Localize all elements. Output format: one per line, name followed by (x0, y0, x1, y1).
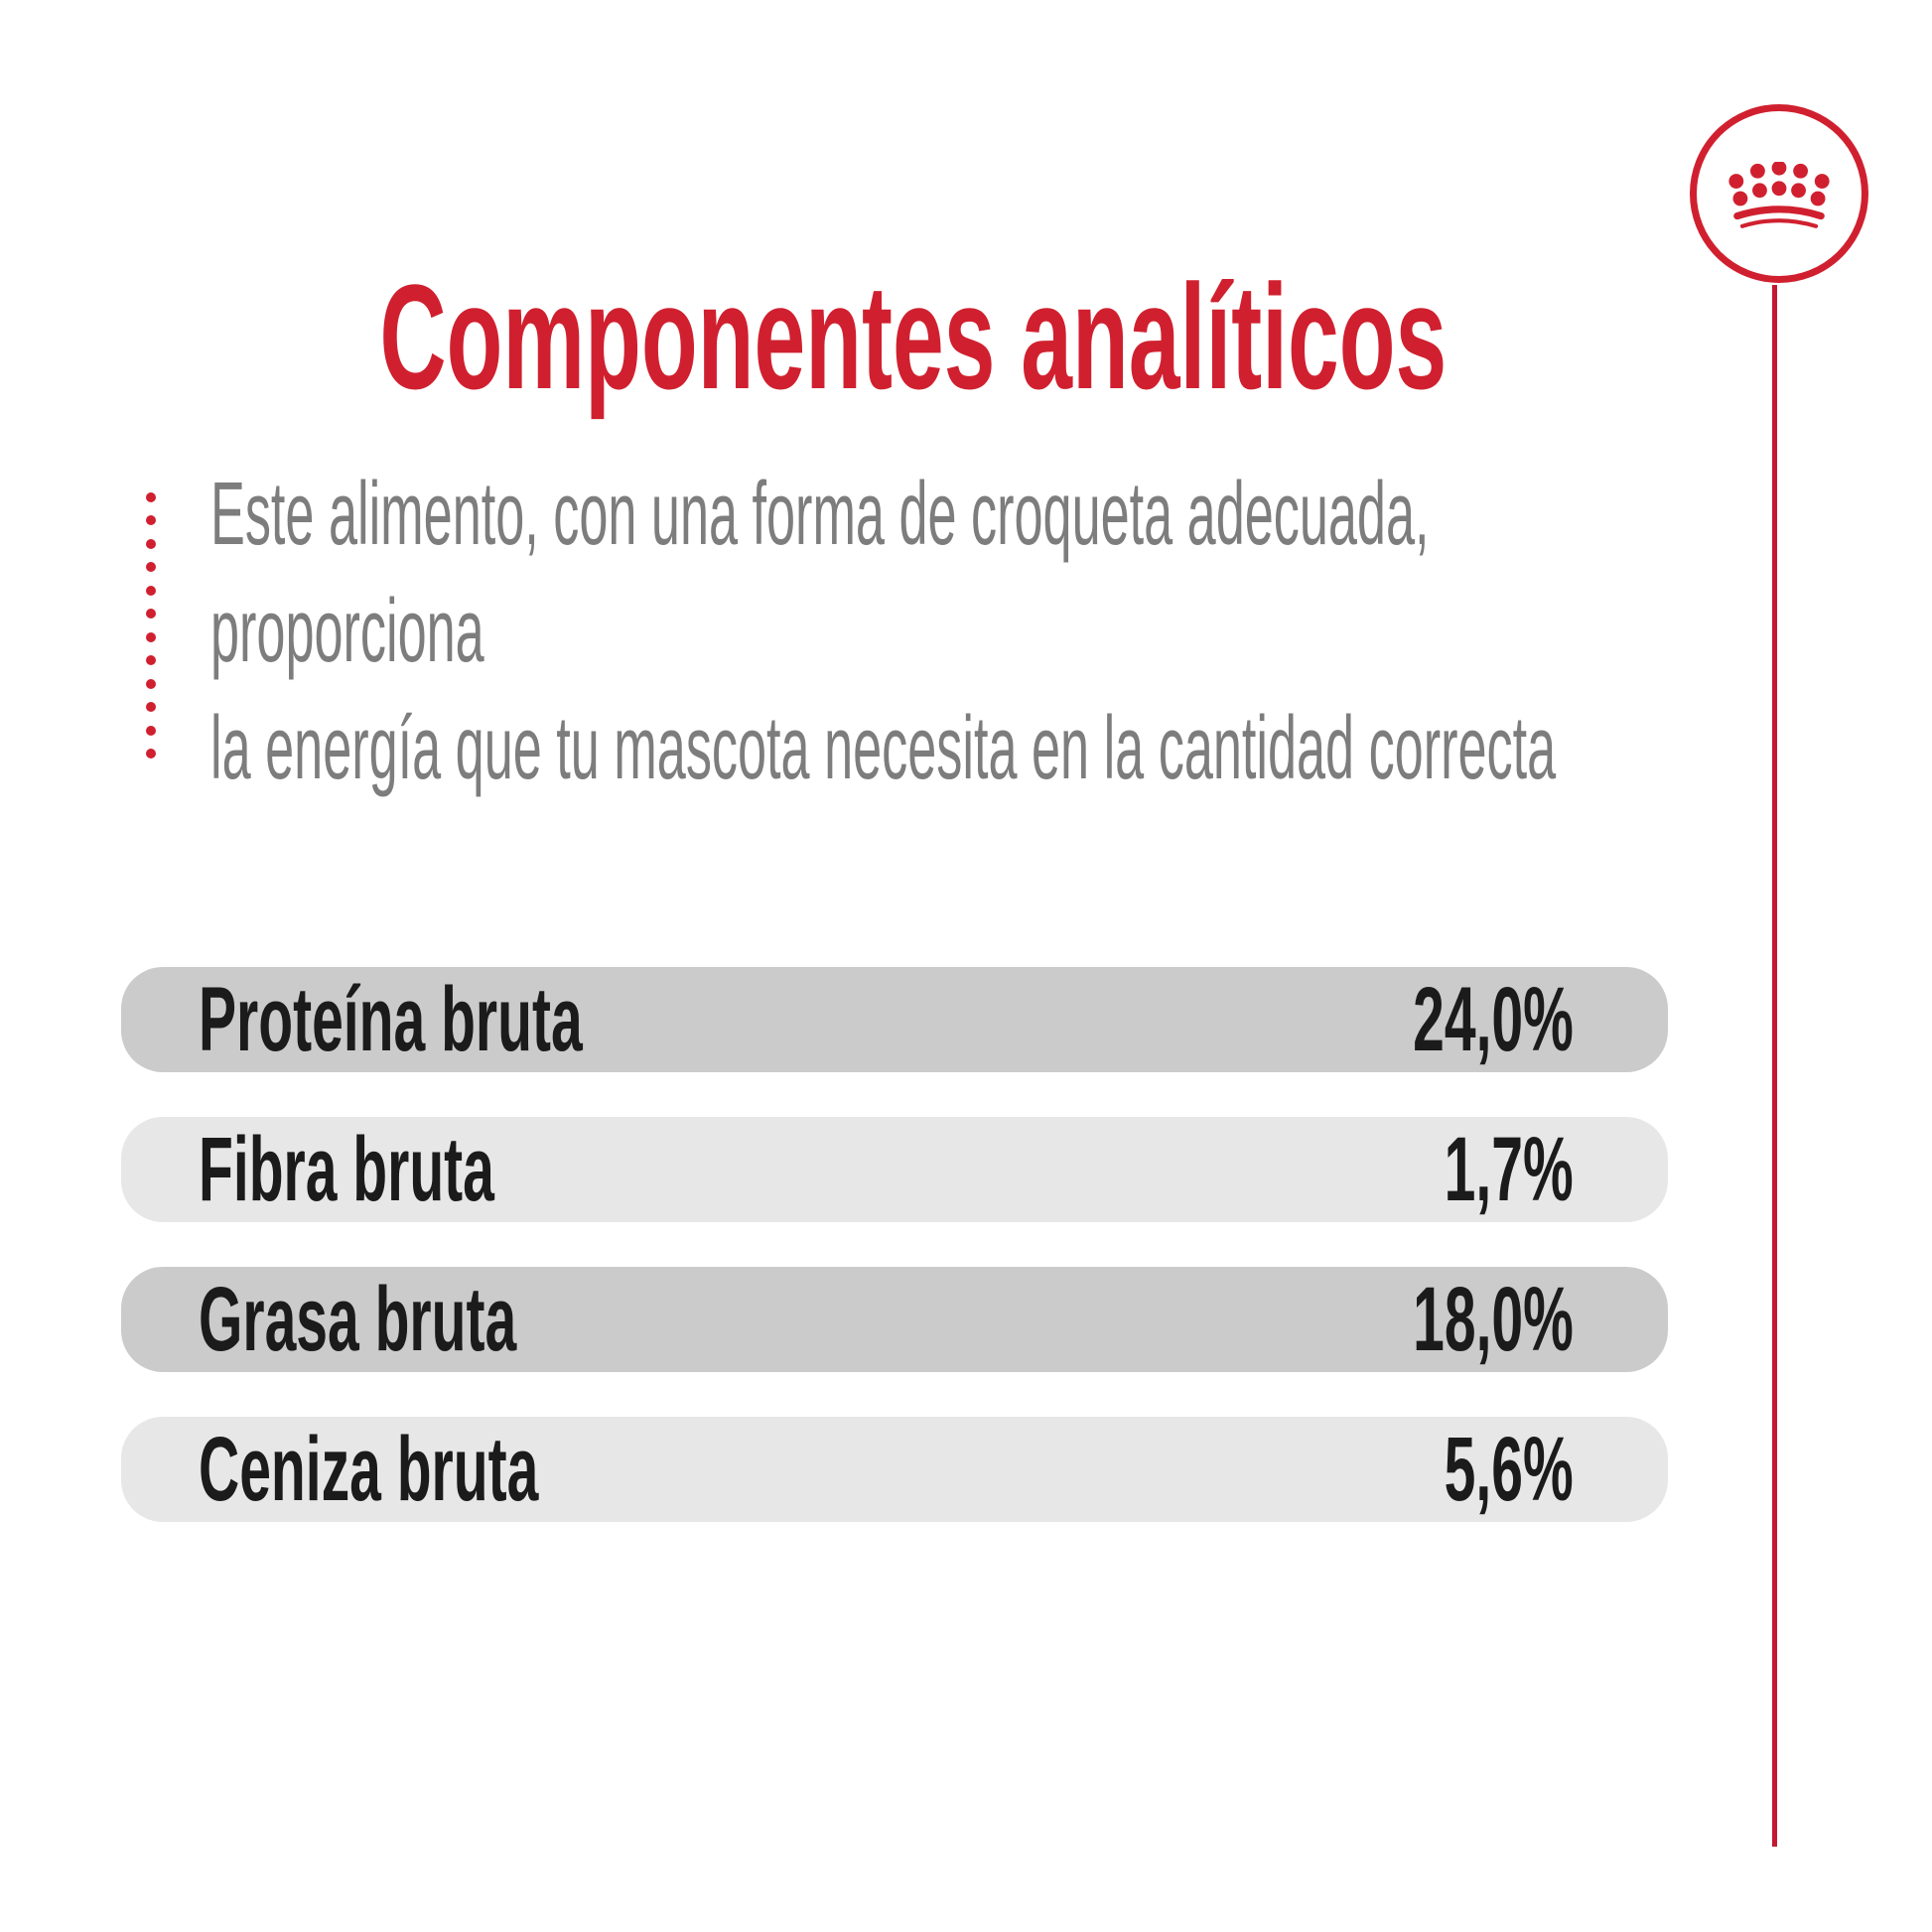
table-row (121, 967, 1668, 1072)
accent-dot (146, 679, 156, 689)
table-row (121, 1267, 1668, 1372)
accent-dot (146, 702, 156, 712)
dotted-accent (146, 492, 156, 759)
row-label: Proteína bruta (199, 969, 583, 1070)
accent-dot (146, 655, 156, 665)
accent-dot (146, 515, 156, 525)
row-value: 24,0% (1413, 969, 1574, 1070)
royal-canin-crown-icon (1727, 162, 1831, 233)
row-value: 18,0% (1413, 1269, 1574, 1370)
table-row (121, 1117, 1668, 1222)
accent-dot (146, 492, 156, 502)
row-value: 1,7% (1444, 1119, 1574, 1220)
accent-dot (146, 539, 156, 549)
accent-dot (146, 749, 156, 759)
accent-dot (146, 562, 156, 572)
page-title (0, 252, 1827, 420)
row-label: Fibra bruta (199, 1119, 494, 1220)
royal-canin-logo (1690, 104, 1868, 283)
intro-line: proporciona (210, 582, 484, 681)
row-label: Ceniza bruta (199, 1419, 539, 1520)
accent-dot (146, 586, 156, 596)
row-value: 5,6% (1444, 1419, 1574, 1520)
row-label: Grasa bruta (199, 1269, 517, 1370)
intro-paragraph (210, 456, 1759, 807)
accent-dot (146, 726, 156, 736)
accent-dot (146, 609, 156, 619)
analytical-components-table (121, 967, 1668, 1567)
table-row (121, 1417, 1668, 1522)
accent-dot (146, 632, 156, 642)
page-title-text: Componentes analíticos (379, 252, 1448, 420)
intro-line: la energía que tu mascota necesita en la cantidad correcta (210, 699, 1557, 798)
intro-line: Este alimento, con una forma de croqueta adecuada, (210, 465, 1430, 564)
brand-vertical-line (1772, 285, 1777, 1847)
